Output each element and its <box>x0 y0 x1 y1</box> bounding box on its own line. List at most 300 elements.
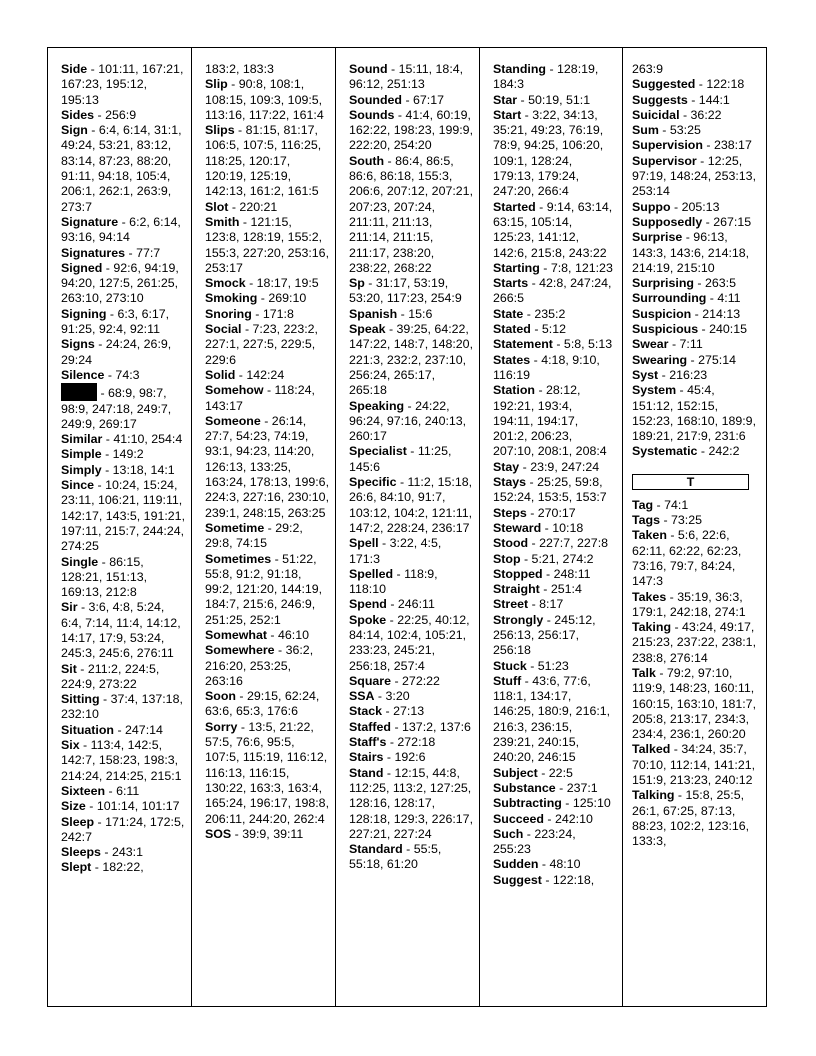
index-term: Stated <box>493 322 531 337</box>
index-term: Slip <box>205 77 228 92</box>
index-term: Staffed <box>349 719 391 734</box>
index-page-refs: 121:15, 123:8, 128:19, 155:2, 155:3, 227:20, 253:16, 253:17 <box>205 214 330 275</box>
index-page-refs: 6:11 <box>116 783 140 798</box>
index-entry: Sp - 31:17, 53:19, 53:20, 117:23, 254:9 <box>349 276 462 306</box>
index-page-refs: 12:25, 97:19, 148:24, 253:13, 253:14 <box>632 153 757 199</box>
index-page-refs: 39:25, 64:22, 147:22, 148:7, 148:20, 221:3, 232:2, 237:10, 256:24, 265:17, 265:18 <box>349 322 474 398</box>
index-entry: Tags - 73:25 <box>632 513 703 528</box>
index-entry: Subtracting - 125:10 <box>493 796 611 811</box>
index-entry: Supposedly - 267:15 <box>632 214 752 229</box>
index-term: Start <box>493 107 522 122</box>
index-term: Sudden <box>493 857 539 872</box>
index-term: South <box>349 153 385 168</box>
index-term: SOS <box>205 826 232 841</box>
index-entry: Sleep - 171:24, 172:5, 242:7 <box>61 814 185 844</box>
index-term: Syst <box>632 367 659 382</box>
index-page-refs: 211:2, 224:5, 224:9, 273:22 <box>61 661 160 691</box>
index-entry: Smith - 121:15, 123:8, 128:19, 155:2, 155:3, 227:20, 253:16, 253:17 <box>205 214 330 275</box>
index-page-refs: 263:9 <box>632 62 664 76</box>
index-column-5 <box>623 48 765 1006</box>
index-page-refs: 36:22 <box>690 107 722 122</box>
index-page-refs: 48:10 <box>549 857 581 872</box>
index-term: Staff's <box>349 735 387 750</box>
index-page-refs: 182:22, <box>102 860 144 875</box>
index-entry: Sum - 53:25 <box>632 123 701 138</box>
index-term: Swear <box>632 337 669 352</box>
index-entry: Sit - 211:2, 224:5, 224:9, 273:22 <box>61 661 160 691</box>
index-entry: Swear - 7:11 <box>632 337 703 352</box>
index-entry: Spoke - 22:25, 40:12, 84:14, 102:4, 105:21, 233:23, 245:21, 256:18, 257:4 <box>349 612 470 673</box>
index-page-refs: 4:18, 9:10, 116:19 <box>493 352 600 382</box>
index-entry: SOS - 39:9, 39:11 <box>205 826 304 841</box>
index-entry: Signs - 24:24, 26:9, 29:24 <box>61 337 172 367</box>
index-entry: Sign - 6:4, 6:14, 31:1, 49:24, 53:21, 83:12, 83:14, 87:23, 88:20, 91:11, 94:18, 105:4, 206:1, 262:1, 263:9, 273:7 <box>61 123 182 214</box>
index-page-refs: 263:5 <box>704 276 736 291</box>
index-term: Sitting <box>61 692 100 707</box>
index-entry: Six - 113:4, 142:5, 142:7, 158:23, 198:3, 214:24, 214:25, 215:1 <box>61 738 182 783</box>
index-entry: Steps - 270:17 <box>493 505 576 520</box>
index-page-refs: 6:3, 6:17, 91:25, 92:4, 92:11 <box>61 306 170 337</box>
index-entry: Slept - 182:22, <box>61 860 144 875</box>
index-term: Spell <box>349 536 379 551</box>
index-page-refs: 142:24 <box>246 367 285 382</box>
index-term: Someone <box>205 413 261 428</box>
index-term: Systematic <box>632 444 698 459</box>
index-entry: Stop - 5:21, 274:2 <box>493 551 594 566</box>
index-term: Sleeps <box>61 845 101 860</box>
index-entry: Standard - 55:5, 55:18, 61:20 <box>349 842 442 872</box>
index-entry: Syst - 216:23 <box>632 367 708 382</box>
index-term: Speak <box>349 322 386 337</box>
index-page-refs: 24:24, 26:9, 29:24 <box>61 337 172 367</box>
index-term: Square <box>349 673 392 688</box>
index-entry: Smoking - 269:10 <box>205 291 307 306</box>
index-entry: Smock - 18:17, 19:5 <box>205 276 319 291</box>
index-entry: Suggest - 122:18, <box>493 872 595 887</box>
index-page-refs: 113:4, 142:5, 142:7, 158:23, 198:3, 214:24, 214:25, 215:1 <box>61 738 182 783</box>
index-page-refs: 15:8, 25:5, 26:1, 67:25, 87:13, 88:23, 102:2, 123:16, 133:3, <box>632 788 750 849</box>
index-term: Since <box>61 478 95 493</box>
index-entry: Sitting - 37:4, 137:18, 232:10 <box>61 692 183 722</box>
index-page-refs: 9:14, 63:14, 63:15, 105:14, 125:23, 141:12, 142:6, 215:8, 243:22 <box>493 199 613 260</box>
index-entry: Sixteen - 6:11 <box>61 783 140 798</box>
index-column-2 <box>192 48 336 1006</box>
index-entry: Surrounding - 4:11 <box>632 291 741 306</box>
index-term: Side <box>61 62 88 76</box>
index-entry <box>632 62 759 77</box>
index-page-refs: 13:5, 21:22, 57:5, 76:6, 95:5, 107:5, 115:19, 116:12, 116:13, 116:15, 130:22, 163:3, 163:4, 165:24, 196:17, 198:8, 206:11, 244:20, 262:4 <box>205 719 330 826</box>
index-term: Suicidal <box>632 107 680 122</box>
index-term: Signing <box>61 306 107 321</box>
index-page-refs: 4:11 <box>717 291 741 306</box>
index-page-refs: 50:19, 51:1 <box>528 92 591 107</box>
index-page-refs: 220:21 <box>239 199 278 214</box>
index-term: Sign <box>61 123 88 138</box>
index-term: Subtracting <box>493 796 562 811</box>
index-entry: SSA - 3:20 <box>349 689 410 704</box>
index-term: Suspicious <box>632 322 699 337</box>
index-entry: Social - 7:23, 223:2, 227:1, 227:5, 229:5, 229:6 <box>205 322 318 367</box>
index-term: Signs <box>61 337 95 352</box>
index-entry: Sleeps - 243:1 <box>61 845 143 860</box>
index-page-refs: 22:25, 40:12, 84:14, 102:4, 105:21, 233:23, 245:21, 256:18, 257:4 <box>349 612 470 673</box>
index-entry: Star - 50:19, 51:1 <box>493 92 591 107</box>
index-page-refs: 171:24, 172:5, 242:7 <box>61 814 185 844</box>
index-term: State <box>493 306 524 321</box>
index-entry: Silence - 74:3 <box>61 367 140 382</box>
index-entry: Sounds - 41:4, 60:19, 162:22, 198:23, 199:9, 222:20, 254:20 <box>349 107 474 153</box>
index-entry: Snoring - 171:8 <box>205 306 294 321</box>
index-entry: Sides - 256:9 <box>61 107 137 122</box>
index-term: Slips <box>205 123 235 138</box>
index-entry: Surprising - 263:5 <box>632 276 736 291</box>
index-term: Smock <box>205 276 246 291</box>
index-term: Substance <box>493 780 556 795</box>
index-page-refs: 183:2, 183:3 <box>205 62 274 76</box>
index-page-refs: 86:4, 86:5, 86:6, 86:18, 155:3, 206:6, 207:12, 207:21, 207:23, 207:24, 211:11, 211:13, 211:14, 211:15, 211:17, 238:20, 238:22, 268:22 <box>349 153 474 275</box>
index-page-refs: 270:17 <box>537 505 576 520</box>
index-term: Suggest <box>493 872 542 887</box>
index-entry: Simple - 149:2 <box>61 447 144 462</box>
index-page-refs: 5:21, 274:2 <box>531 551 594 566</box>
index-entry: - 68:9, 98:7, 98:9, 247:18, 249:7, 249:9, 269:17 <box>61 383 185 432</box>
index-entry: Such - 223:24, 255:23 <box>493 826 576 857</box>
index-entry: Supervisor - 12:25, 97:19, 148:24, 253:13, 253:14 <box>632 153 757 199</box>
index-entry: Square - 272:22 <box>349 673 440 688</box>
index-page-refs: 245:12, 256:13, 256:17, 256:18 <box>493 612 596 658</box>
index-page-refs: 205:13 <box>681 199 720 214</box>
index-term: Simple <box>61 447 102 462</box>
index-term: Tags <box>632 513 660 528</box>
index-entry: Straight - 251:4 <box>493 582 582 597</box>
index-entry: Somewhere - 36:2, 216:20, 253:25, 263:16 <box>205 643 314 688</box>
index-page-refs: 12:15, 44:8, 112:25, 113:2, 127:25, 128:16, 128:17, 128:18, 129:3, 226:17, 227:21, 227:24 <box>349 765 474 841</box>
index-page-refs: 122:18, <box>552 872 595 887</box>
index-page-refs: 272:22 <box>402 673 440 688</box>
index-page-refs: 45:4, 151:12, 152:15, 152:23, 168:10, 189:9, 189:21, 217:9, 231:6 <box>632 383 757 444</box>
index-entry: Similar - 41:10, 254:4 <box>61 432 183 447</box>
index-page-refs: 272:18 <box>397 735 436 750</box>
index-entry: Stand - 12:15, 44:8, 112:25, 113:2, 127:25, 128:16, 128:17, 128:18, 129:3, 226:17, 227:21, 227:24 <box>349 765 474 841</box>
index-term: Station <box>493 383 535 398</box>
index-entry: Stays - 25:25, 59:8, 152:24, 153:5, 153:7 <box>493 475 607 505</box>
index-term: Sometimes <box>205 551 272 566</box>
index-term: Specific <box>349 475 397 490</box>
index-entry: Stuff - 43:6, 77:6, 118:1, 134:17, 146:25, 180:9, 216:1, 216:3, 236:15, 239:21, 240:15, 240:20, 246:15 <box>493 673 611 765</box>
index-term: Stairs <box>349 750 384 765</box>
index-entry: Someone - 26:14, 27:7, 54:23, 74:19, 93:1, 94:23, 114:20, 126:13, 133:25, 163:24, 178:13, 199:6, 224:3, 227:16, 230:10, 239:1, 248:15, 263:25 <box>205 413 330 520</box>
index-entry: Signatures - 77:7 <box>61 245 161 260</box>
index-entry: Spelled - 118:9, 118:10 <box>349 566 438 597</box>
index-term: States <box>493 352 531 367</box>
index-term: Social <box>205 322 242 337</box>
index-page-refs: 73:25 <box>671 513 703 528</box>
index-term: Spoke <box>349 612 387 627</box>
index-entry: Talked - 34:24, 35:7, 70:10, 112:14, 141:21, 151:9, 213:23, 240:12 <box>632 742 756 788</box>
index-term: Stuck <box>493 658 527 673</box>
index-term: Stack <box>349 704 383 719</box>
index-entry: Speaking - 24:22, 96:24, 97:16, 240:13, 260:17 <box>349 398 467 444</box>
index-page-refs: 275:14 <box>698 352 737 367</box>
index-term: Suspicion <box>632 306 692 321</box>
index-page-refs: 10:24, 15:24, 23:11, 106:21, 119:11, 142:17, 143:5, 191:21, 197:11, 215:7, 244:24, 274:25 <box>61 478 186 554</box>
index-page-refs: 118:9, 118:10 <box>349 566 438 597</box>
index-term: Soon <box>205 689 236 704</box>
index-entry: Takes - 35:19, 36:3, 179:1, 242:18, 274:1 <box>632 589 746 619</box>
index-term: Street <box>493 597 529 612</box>
index-entry: Signing - 6:3, 6:17, 91:25, 92:4, 92:11 <box>61 306 170 337</box>
index-term: Spanish <box>349 306 398 321</box>
index-entry: Suspicion - 214:13 <box>632 306 741 321</box>
index-page-refs: 74:1 <box>664 497 689 512</box>
index-entry: Single - 86:15, 128:21, 151:13, 169:13, 212:8 <box>61 554 148 600</box>
index-entry: Somewhat - 46:10 <box>205 627 309 642</box>
index-entry: Stuck - 51:23 <box>493 658 569 673</box>
index-page-refs: 269:10 <box>268 291 307 306</box>
index-term: Signatures <box>61 245 126 260</box>
index-term: Sleep <box>61 814 95 829</box>
index-page-refs: 118:24, 143:17 <box>205 383 315 413</box>
index-entry: Staff's - 272:18 <box>349 735 436 750</box>
index-term: Taking <box>632 620 672 635</box>
index-page-refs: 11:2, 15:18, 26:6, 84:10, 91:7, 103:12, 104:2, 121:11, 147:2, 228:24, 236:17 <box>349 475 473 535</box>
index-entry: Stack - 27:13 <box>349 704 425 719</box>
index-page-refs: 214:13 <box>702 306 741 321</box>
index-page-refs: 246:11 <box>397 597 435 612</box>
index-entry: Spanish - 15:6 <box>349 306 433 321</box>
index-entry <box>205 62 329 77</box>
index-term: Single <box>61 554 99 569</box>
index-page-refs: 36:2, 216:20, 253:25, 263:16 <box>205 643 314 688</box>
index-page-refs: 6:4, 6:14, 31:1, 49:24, 53:21, 83:12, 83:14, 87:23, 88:20, 91:11, 94:18, 105:4, 206:1, 262:1, 263:9, 273:7 <box>61 123 182 214</box>
index-entry: Sometime - 29:2, 29:8, 74:15 <box>205 520 303 551</box>
index-entry: Sound - 15:11, 18:4, 96:12, 251:13 <box>349 62 464 92</box>
index-term: Suggested <box>632 77 696 92</box>
index-page-refs: 10:18 <box>552 520 584 535</box>
index-entry: Soon - 29:15, 62:24, 63:6, 65:3, 176:6 <box>205 689 320 719</box>
index-entry: Situation - 247:14 <box>61 722 163 737</box>
index-page-refs: 28:12, 192:21, 193:4, 194:11, 194:17, 201:2, 206:23, 207:10, 208:1, 208:4 <box>493 383 607 459</box>
index-column-1 <box>48 48 192 1006</box>
index-term: Sounded <box>349 92 402 107</box>
index-page-refs: 39:9, 39:11 <box>242 826 304 841</box>
index-entry: Taking - 43:24, 49:17, 215:23, 237:22, 238:1, 238:8, 276:14 <box>632 620 757 665</box>
index-page-refs: 256:9 <box>105 107 137 122</box>
index-term: Silence <box>61 367 105 382</box>
index-term: Sounds <box>349 107 395 122</box>
index-entry: Standing - 128:19, 184:3 <box>493 62 599 92</box>
index-term: Situation <box>61 722 114 737</box>
index-entry: Supervision - 238:17 <box>632 138 752 153</box>
index-term: Stuff <box>493 673 522 688</box>
index-entry: System - 45:4, 151:12, 152:15, 152:23, 168:10, 189:9, 189:21, 217:9, 231:6 <box>632 383 757 444</box>
index-page-refs: 149:2 <box>112 447 144 462</box>
index-page-refs: 74:3 <box>115 367 140 382</box>
index-term: Subject <box>493 765 538 780</box>
index-term: Supposedly <box>632 214 703 229</box>
index-entry: Simply - 13:18, 14:1 <box>61 462 175 477</box>
index-term: Succeed <box>493 811 544 826</box>
index-page-refs: 51:23 <box>537 658 569 673</box>
index-entry: Systematic - 242:2 <box>632 444 740 459</box>
index-page-refs: 3:20 <box>385 689 410 704</box>
index-page-refs: 15:6 <box>408 306 433 321</box>
index-page-refs: 242:2 <box>708 444 740 459</box>
index-term: Sixteen <box>61 783 106 798</box>
index-entry: Starting - 7:8, 121:23 <box>493 260 613 275</box>
index-term: Sides <box>61 107 95 122</box>
index-entry: Street - 8:17 <box>493 597 564 612</box>
index-page-refs: 8:17 <box>539 597 564 612</box>
index-entry: Slips - 81:15, 81:17, 106:5, 107:5, 116:25, 118:25, 120:17, 120:19, 125:19, 142:13, 161:2, 161:5 <box>205 123 322 199</box>
index-page-refs: 55:5, 55:18, 61:20 <box>349 842 442 872</box>
index-page-refs: 92:6, 94:19, 94:20, 127:5, 261:25, 263:10, 273:10 <box>61 260 179 306</box>
index-term: Spelled <box>349 566 394 581</box>
index-page-refs: 34:24, 35:7, 70:10, 112:14, 141:21, 151:9, 213:23, 240:12 <box>632 742 756 788</box>
index-page-refs: 3:22, 4:5, 171:3 <box>349 536 442 566</box>
index-page-refs: 248:11 <box>553 566 591 581</box>
index-term: Sit <box>61 661 77 676</box>
index-term: Spend <box>349 597 387 612</box>
index-entry: Taken - 5:6, 22:6, 62:11, 62:22, 62:23, 73:16, 79:7, 84:24, 147:3 <box>632 528 742 589</box>
index-term: Star <box>493 92 518 107</box>
index-entry: Specific - 11:2, 15:18, 26:6, 84:10, 91:7, 103:12, 104:2, 121:11, 147:2, 228:24, 236:17 <box>349 475 473 535</box>
index-page-refs: 41:4, 60:19, 162:22, 198:23, 199:9, 222:20, 254:20 <box>349 107 474 153</box>
index-entry: Slot - 220:21 <box>205 199 278 214</box>
index-term: Suppo <box>632 199 671 214</box>
index-term: Strongly <box>493 612 544 627</box>
index-page-refs: 7:11 <box>679 337 703 352</box>
index-term: Swearing <box>632 352 688 367</box>
index-page-refs: 243:1 <box>111 845 143 860</box>
index-term: Talked <box>632 742 671 757</box>
index-term: Simply <box>61 462 102 477</box>
index-entry: Sir - 3:6, 4:8, 5:24, 6:4, 7:14, 11:4, 14:12, 14:17, 17:9, 53:24, 245:3, 245:6, 276:11 <box>61 600 181 661</box>
index-page-refs: 37:4, 137:18, 232:10 <box>61 692 183 722</box>
index-term: SSA <box>349 689 375 704</box>
index-entry: Solid - 142:24 <box>205 367 285 382</box>
index-page-refs: 26:14, 27:7, 54:23, 74:19, 93:1, 94:23, 114:20, 126:13, 133:25, 163:24, 178:13, 199:6, 224:3, 227:16, 230:10, 239:1, 248:15, 263:25 <box>205 413 330 520</box>
index-term: Stays <box>493 475 527 490</box>
index-page-refs: 5:12 <box>541 322 567 337</box>
index-entry: Sorry - 13:5, 21:22, 57:5, 76:6, 95:5, 107:5, 115:19, 116:12, 116:13, 116:15, 130:22, 163:3, 163:4, 165:24, 196:17, 198:8, 206:11, 244:20, 262:4 <box>205 719 330 826</box>
index-page-frame <box>47 47 767 1007</box>
index-entry: Suggests - 144:1 <box>632 92 730 107</box>
index-page-refs: 171:8 <box>262 306 294 321</box>
index-entry: Staffed - 137:2, 137:6 <box>349 719 471 734</box>
index-page-refs: 101:11, 167:21, 167:23, 195:12, 195:13 <box>61 62 184 107</box>
index-page-refs: 25:25, 59:8, 152:24, 153:5, 153:7 <box>493 475 607 505</box>
index-entry: Speak - 39:25, 64:22, 147:22, 148:7, 148:20, 221:3, 232:2, 237:10, 256:24, 265:17, 265:18 <box>349 322 474 398</box>
index-entry: Slip - 90:8, 108:1, 108:15, 109:3, 109:5, 113:16, 117:22, 161:4 <box>205 77 324 122</box>
index-page-refs: 90:8, 108:1, 108:15, 109:3, 109:5, 113:16, 117:22, 161:4 <box>205 77 324 122</box>
index-term: System <box>632 383 677 398</box>
index-term: Surrounding <box>632 291 707 306</box>
index-page-refs: 11:25, 145:6 <box>349 444 452 474</box>
index-entry: Start - 3:22, 34:13, 35:21, 49:23, 76:19, 78:9, 94:25, 106:20, 109:1, 128:24, 179:13, 179:24, 247:20, 266:4 <box>493 107 604 199</box>
index-entry: Surprise - 96:13, 143:3, 143:6, 214:18, 214:19, 215:10 <box>632 230 750 275</box>
index-page-refs: 251:4 <box>550 582 582 597</box>
index-page-refs: 41:10, 254:4 <box>113 432 183 447</box>
index-term: Solid <box>205 367 236 382</box>
index-term: Stood <box>493 536 529 551</box>
index-entry: Sometimes - 51:22, 55:8, 91:2, 91:18, 99:2, 121:20, 144:19, 184:7, 215:6, 246:9, 251:25, 252:1 <box>205 551 323 627</box>
index-page-refs: 46:10 <box>277 627 309 642</box>
index-page-refs: 79:2, 97:10, 119:9, 148:23, 160:11, 160:15, 163:10, 181:7, 205:8, 213:17, 234:3, 234:4, 236:1, 260:20 <box>632 665 757 742</box>
index-term: Surprising <box>632 276 694 291</box>
letter-section-header: T <box>632 474 749 490</box>
index-term: Straight <box>493 582 540 597</box>
index-page-refs: 237:1 <box>566 780 598 795</box>
index-term: Sorry <box>205 719 238 734</box>
index-page-refs: 53:25 <box>669 123 701 138</box>
index-page-refs: 24:22, 96:24, 97:16, 240:13, 260:17 <box>349 398 467 444</box>
index-page-refs: 7:8, 121:23 <box>550 260 613 275</box>
index-page-refs: 5:6, 22:6, 62:11, 62:22, 62:23, 73:16, 79:7, 84:24, 147:3 <box>632 528 742 589</box>
index-page-refs: 192:6 <box>394 750 426 765</box>
index-entry: Talk - 79:2, 97:10, 119:9, 148:23, 160:11, 160:15, 163:10, 181:7, 205:8, 213:17, 234:3, 234:4, 236:1, 260:20 <box>632 665 757 742</box>
index-page-refs: 27:13 <box>393 704 425 719</box>
index-page-refs: 15:11, 18:4, 96:12, 251:13 <box>349 62 464 92</box>
index-term: Steps <box>493 505 527 520</box>
index-entry: Subject - 22:5 <box>493 765 573 780</box>
index-entry: Spell - 3:22, 4:5, 171:3 <box>349 536 442 566</box>
index-page-refs: 13:18, 14:1 <box>112 462 175 477</box>
index-term: Size <box>61 799 86 814</box>
index-term: Standard <box>349 842 403 857</box>
index-term: Slot <box>205 199 229 214</box>
index-page-refs: 68:9, 98:7, 98:9, 247:18, 249:7, 249:9, 269:17 <box>61 386 172 431</box>
index-term: Tag <box>632 497 654 512</box>
index-page-refs: 238:17 <box>713 138 752 153</box>
index-entry: Suicidal - 36:22 <box>632 107 722 122</box>
index-term: Supervision <box>632 138 703 153</box>
index-entry: Signed - 92:6, 94:19, 94:20, 127:5, 261:25, 263:10, 273:10 <box>61 260 179 306</box>
index-entry: Specialist - 11:25, 145:6 <box>349 444 452 474</box>
index-entry: Succeed - 242:10 <box>493 811 593 826</box>
index-page-refs: 240:15 <box>709 322 748 337</box>
index-page-refs: 137:2, 137:6 <box>402 719 471 734</box>
index-entry: Stood - 227:7, 227:8 <box>493 536 609 551</box>
index-entry: Spend - 246:11 <box>349 597 435 612</box>
index-term: Started <box>493 199 536 214</box>
index-term: Speaking <box>349 398 405 413</box>
index-column-3 <box>336 48 480 1006</box>
index-page-refs: 35:19, 36:3, 179:1, 242:18, 274:1 <box>632 589 746 619</box>
index-term: Sometime <box>205 520 265 535</box>
index-term: Starts <box>493 276 529 291</box>
index-entry: Side - 101:11, 167:21, 167:23, 195:12, 195:13 <box>61 62 184 107</box>
index-term: Supervisor <box>632 153 697 168</box>
index-page-refs: 23:9, 247:24 <box>530 459 600 474</box>
index-term: Somewhere <box>205 643 275 658</box>
index-page-refs: 235:2 <box>534 306 566 321</box>
index-term: Talking <box>632 788 675 803</box>
index-column-4 <box>480 48 623 1006</box>
index-page-refs: 242:10 <box>554 811 593 826</box>
index-page-refs: 6:2, 6:14, 93:16, 94:14 <box>61 214 181 245</box>
index-term: Somewhat <box>205 627 267 642</box>
index-term: Sp <box>349 276 365 291</box>
index-term: Specialist <box>349 444 407 459</box>
index-entry: Stated - 5:12 <box>493 322 567 337</box>
index-page-refs: 42:8, 247:24, 266:5 <box>493 276 612 306</box>
index-term: Surprise <box>632 230 683 245</box>
index-term: Takes <box>632 589 667 604</box>
index-term: Stopped <box>493 566 543 581</box>
index-page-refs: 144:1 <box>698 92 730 107</box>
index-page-refs: 128:19, 184:3 <box>493 62 599 92</box>
